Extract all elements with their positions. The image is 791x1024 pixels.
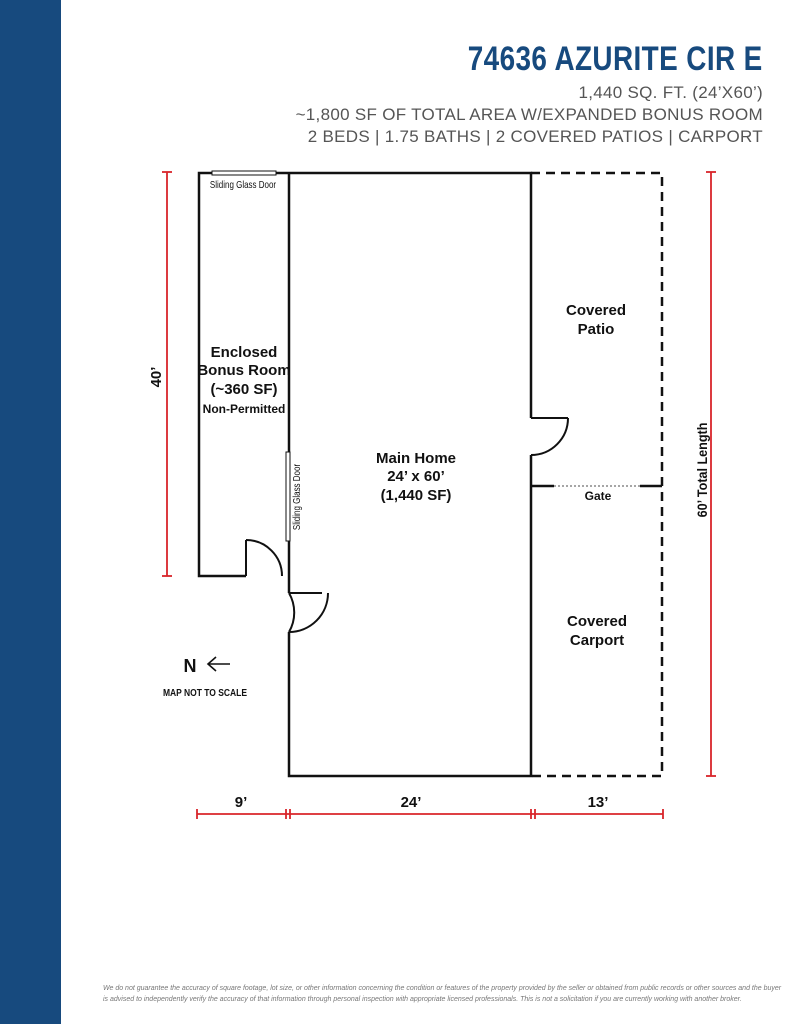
covered-carport-label-2: Carport <box>569 632 625 649</box>
bonus-room-label-1: Enclosed <box>210 344 278 361</box>
legal-disclaimer: We do not guarantee the accuracy of square footage, lot size, or other information concerning the condition or features of the property provided by the seller or obtained from public records or other sources and the buyer is advised to independently verify the accuracy of that information through personal inspection with appropriate licensed professionals. This is not a solicitation if you are currently working with another broker. <box>103 985 782 1003</box>
top-sliding-door <box>212 171 276 175</box>
covered-patio-label-1: Covered <box>565 302 627 319</box>
side-sliding-door <box>286 452 290 541</box>
bottom-dimension-13: 13’ <box>587 794 609 811</box>
gate-label: Gate <box>584 489 612 503</box>
bottom-dimension-9: 9’ <box>234 794 248 811</box>
patio-carport-outline <box>531 173 662 776</box>
main-home-label-1: Main Home <box>375 450 457 467</box>
bottom-dimension-24: 24’ <box>400 794 422 811</box>
north-arrow-icon <box>208 657 230 671</box>
bonus-room-label-2: Bonus Room <box>197 362 291 379</box>
main-home-label-3: (1,440 SF) <box>380 487 452 504</box>
bonus-room-label-3: (~360 SF) <box>210 381 278 398</box>
covered-patio-label-2: Patio <box>577 321 615 338</box>
right-dimension-label: 60’ Total Length <box>694 422 711 518</box>
property-features: 2 BEDS | 1.75 BATHS | 2 COVERED PATIOS | CARPORT <box>307 127 763 146</box>
map-not-to-scale: MAP NOT TO SCALE <box>162 687 248 699</box>
side-sliding-door-label: Sliding Glass Door <box>291 463 303 531</box>
top-sliding-door-label: Sliding Glass Door <box>209 179 277 191</box>
left-dimension-label: 40’ <box>148 366 165 388</box>
main-home-label-2: 24’ x 60’ <box>387 468 445 485</box>
non-permitted-label: Non-Permitted <box>202 402 286 416</box>
square-footage: 1,440 SQ. FT. (24’X60’) <box>578 83 763 102</box>
north-label: N <box>183 656 197 676</box>
total-area-note: ~1,800 SF OF TOTAL AREA W/EXPANDED BONUS ROOM <box>295 105 763 124</box>
property-address: 74636 AZURITE CIR E <box>468 40 763 78</box>
covered-carport-label-1: Covered <box>566 613 628 630</box>
